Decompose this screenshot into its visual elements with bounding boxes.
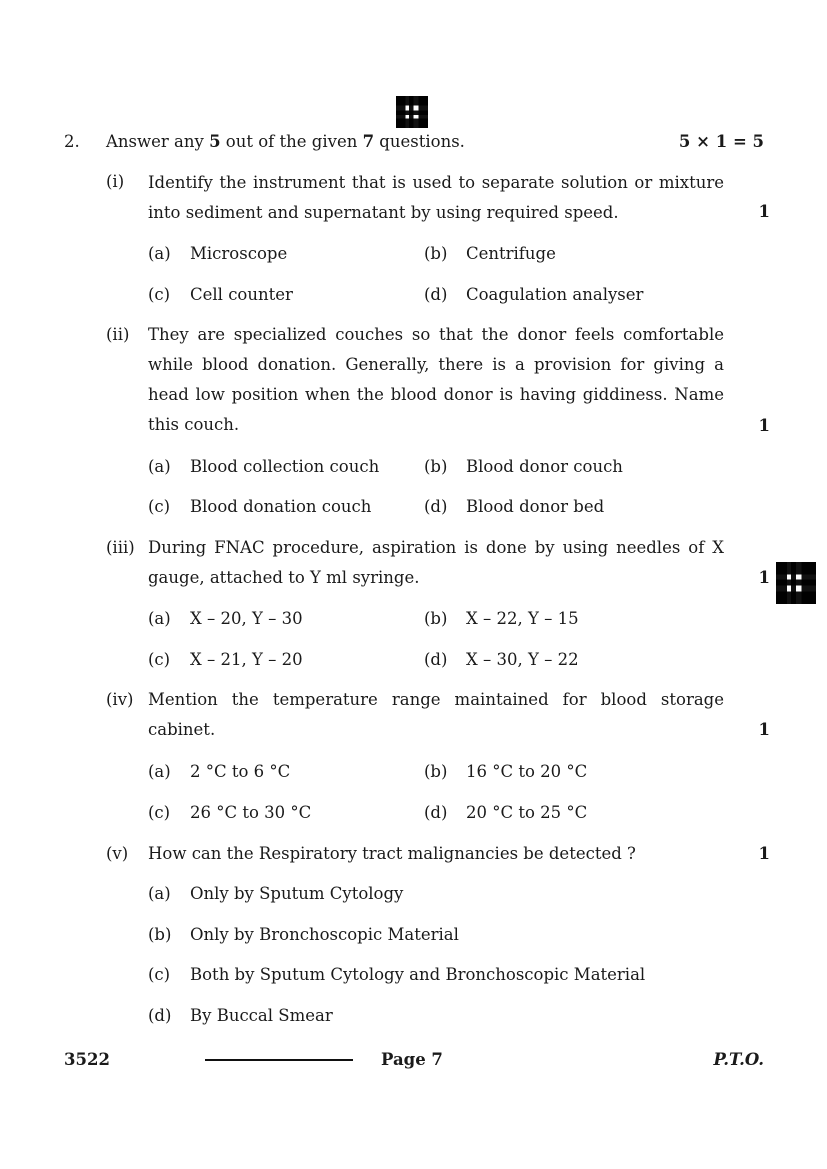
- option-label: (a): [148, 457, 171, 476]
- option-text: Coagulation analyser: [466, 285, 644, 304]
- option-label: (c): [148, 965, 171, 984]
- option-label: (a): [148, 762, 171, 781]
- option-label: (c): [148, 803, 171, 822]
- question-marks-v: 1: [758, 844, 770, 863]
- option-label: (c): [148, 650, 171, 669]
- option-text: Only by Bronchoscopic Material: [190, 925, 459, 944]
- instruction-count: 5: [209, 132, 221, 151]
- question-number-v: (v): [106, 844, 129, 863]
- question-number: 2.: [64, 132, 80, 151]
- option-text: Blood collection couch: [190, 457, 380, 476]
- question-marks-iv: 1: [758, 720, 770, 739]
- question-marks-i: 1: [758, 202, 770, 221]
- question-marks-iii: 1: [758, 568, 770, 587]
- instruction: [106, 132, 465, 151]
- option-text: Blood donation couch: [190, 497, 372, 516]
- option-label: (a): [148, 244, 171, 263]
- option-label: (d): [424, 285, 448, 304]
- option-text: X – 30, Y – 22: [466, 650, 579, 669]
- option-text: Microscope: [190, 244, 288, 263]
- qr-code-top: [396, 96, 428, 128]
- option-text: 20 °C to 25 °C: [466, 803, 588, 822]
- option-label: (c): [148, 285, 171, 304]
- instruction-pre: Answer any: [106, 132, 210, 151]
- question-marks-ii: 1: [758, 416, 770, 435]
- option-text: Cell counter: [190, 285, 293, 304]
- instruction-marks: 5 × 1 = 5: [678, 132, 764, 151]
- question-text-i: Identify the instrument that is used to separate solution or mixture into sediment and supernatant by using required speed.: [148, 173, 724, 222]
- option-text: Both by Sputum Cytology and Bronchoscopic Material: [190, 965, 646, 984]
- option-text: Centrifuge: [466, 244, 556, 263]
- option-text: X – 22, Y – 15: [466, 609, 579, 628]
- pto: P.T.O.: [713, 1050, 764, 1069]
- option-label: (b): [424, 609, 448, 628]
- question-text-iii: During FNAC procedure, aspiration is done by using needles of X gauge, attached to Y ml syringe.: [148, 538, 724, 587]
- option-label: (c): [148, 497, 171, 516]
- option-label: (d): [424, 803, 448, 822]
- option-text: 2 °C to 6 °C: [190, 762, 291, 781]
- option-text: X – 20, Y – 30: [190, 609, 303, 628]
- footer-rule: [205, 1059, 353, 1061]
- option-label: (a): [148, 884, 171, 903]
- question-text-ii: They are specialized couches so that the donor feels comfortable while blood donation. Generally, there is a provision for giving a head low position when the blood donor is having giddiness. Name this couch.: [148, 325, 724, 434]
- question-number-i: (i): [106, 172, 125, 191]
- instruction-post: questions.: [374, 132, 465, 151]
- option-label: (a): [148, 609, 171, 628]
- option-text: By Buccal Smear: [190, 1006, 333, 1025]
- option-text: X – 21, Y – 20: [190, 650, 303, 669]
- page-number: Page 7: [381, 1050, 443, 1069]
- option-text: 26 °C to 30 °C: [190, 803, 312, 822]
- option-label: (d): [148, 1006, 172, 1025]
- question-number-iv: (iv): [106, 690, 134, 709]
- question-number-ii: (ii): [106, 325, 130, 344]
- instruction-mid: out of the given: [220, 132, 363, 151]
- option-text: Blood donor bed: [466, 497, 605, 516]
- option-label: (b): [424, 762, 448, 781]
- instruction-total: 7: [362, 132, 375, 151]
- option-text: 16 °C to 20 °C: [466, 762, 588, 781]
- question-text-iv: Mention the temperature range maintained for blood storage cabinet.: [148, 690, 724, 739]
- option-label: (b): [424, 457, 448, 476]
- qr-code-side: [776, 562, 816, 604]
- paper-code: 3522: [64, 1050, 110, 1069]
- option-text: Blood donor couch: [466, 457, 623, 476]
- question-number-iii: (iii): [106, 538, 135, 557]
- option-label: (b): [424, 244, 448, 263]
- option-label: (b): [148, 925, 172, 944]
- option-text: Only by Sputum Cytology: [190, 884, 404, 903]
- question-text-v: How can the Respiratory tract malignancies be detected ?: [148, 844, 636, 863]
- option-label: (d): [424, 497, 448, 516]
- option-label: (d): [424, 650, 448, 669]
